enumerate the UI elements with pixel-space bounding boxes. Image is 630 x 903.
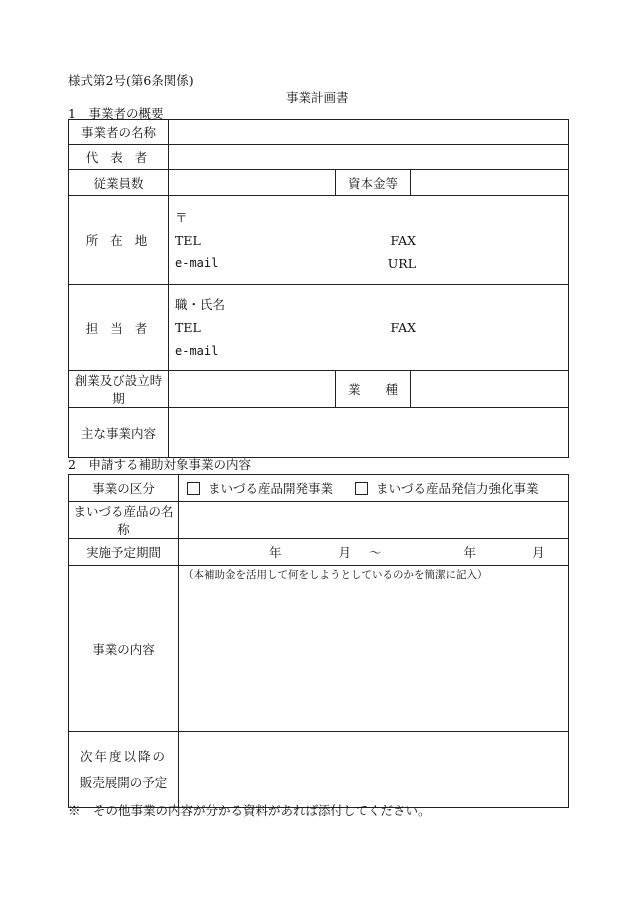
representative-label: 代 表 者 bbox=[69, 145, 169, 170]
employees-label: 従業員数 bbox=[69, 170, 169, 196]
address-url-label: URL bbox=[387, 255, 416, 271]
project-content-field[interactable] bbox=[179, 566, 569, 732]
contact-email-label: e-mail bbox=[175, 343, 219, 358]
project-content-hint: （本補助金を活用して何をしようとしているのかを簡潔に記入） bbox=[183, 569, 488, 581]
next-year-sales-label-line2: 販売展開の予定 bbox=[79, 774, 168, 790]
document-title: 事業計画書 bbox=[286, 90, 349, 105]
business-name-label: 事業者の名称 bbox=[69, 120, 169, 145]
category-label: 事業の区分 bbox=[69, 475, 179, 502]
industry-field[interactable] bbox=[411, 371, 569, 408]
contact-tel-label: TEL bbox=[175, 319, 201, 335]
address-label: 所 在 地 bbox=[69, 196, 169, 285]
option-product-dev-checkbox[interactable] bbox=[187, 482, 200, 495]
period-label: 実施予定期間 bbox=[69, 539, 179, 566]
contact-fax-label: FAX bbox=[390, 319, 416, 335]
option-promotion-checkbox[interactable] bbox=[355, 482, 368, 495]
representative-field[interactable] bbox=[169, 145, 569, 170]
next-year-sales-label-line1: 次年度以降の bbox=[79, 748, 167, 764]
category-field bbox=[179, 475, 569, 502]
address-field[interactable] bbox=[169, 196, 569, 285]
contact-person-field[interactable] bbox=[169, 285, 569, 371]
next-year-sales-field[interactable] bbox=[179, 732, 569, 808]
founded-label: 創業及び設立時期 bbox=[69, 371, 169, 408]
address-email-label: e-mail bbox=[175, 255, 219, 270]
section-1-heading: 1 事業者の概要 bbox=[68, 106, 164, 121]
section-2-heading: 2 申請する補助対象事業の内容 bbox=[68, 457, 251, 472]
industry-label: 業 種 bbox=[336, 371, 411, 408]
next-year-sales-label bbox=[69, 732, 179, 808]
capital-label: 資本金等 bbox=[336, 170, 411, 196]
employees-field[interactable] bbox=[169, 170, 336, 196]
founded-field[interactable] bbox=[169, 371, 336, 408]
postal-mark: 〒 bbox=[175, 209, 188, 225]
product-name-label: まいづる産品の名称 bbox=[69, 502, 179, 539]
business-overview-table bbox=[68, 119, 569, 458]
option-product-dev-label: まいづる産品開発事業 bbox=[208, 481, 334, 496]
form-number: 様式第2号(第6条関係) bbox=[68, 73, 194, 88]
footer-note: ※ その他事業の内容が分かる資料があれば添付してください。 bbox=[68, 803, 431, 818]
period-start-month: 月 bbox=[338, 545, 352, 560]
period-start-year: 年 bbox=[269, 545, 282, 560]
address-tel-label: TEL bbox=[175, 232, 201, 248]
period-end-year: 年 bbox=[463, 545, 477, 560]
main-business-field[interactable] bbox=[169, 408, 569, 458]
address-fax-label: FAX bbox=[390, 232, 416, 248]
capital-field[interactable] bbox=[411, 170, 569, 196]
period-field[interactable] bbox=[179, 539, 569, 566]
contact-title-label: 職・氏名 bbox=[175, 296, 226, 312]
option-promotion-label: まいづる産品発信力強化事業 bbox=[376, 481, 539, 496]
contact-person-label: 担 当 者 bbox=[69, 285, 169, 371]
business-name-field[interactable] bbox=[169, 120, 569, 145]
subsidy-project-table bbox=[68, 474, 569, 808]
period-end-month: 月 bbox=[532, 545, 545, 560]
project-content-label: 事業の内容 bbox=[69, 566, 179, 732]
main-business-label: 主な事業内容 bbox=[69, 408, 169, 458]
product-name-field[interactable] bbox=[179, 502, 569, 539]
period-tilde: ～ bbox=[369, 545, 382, 560]
